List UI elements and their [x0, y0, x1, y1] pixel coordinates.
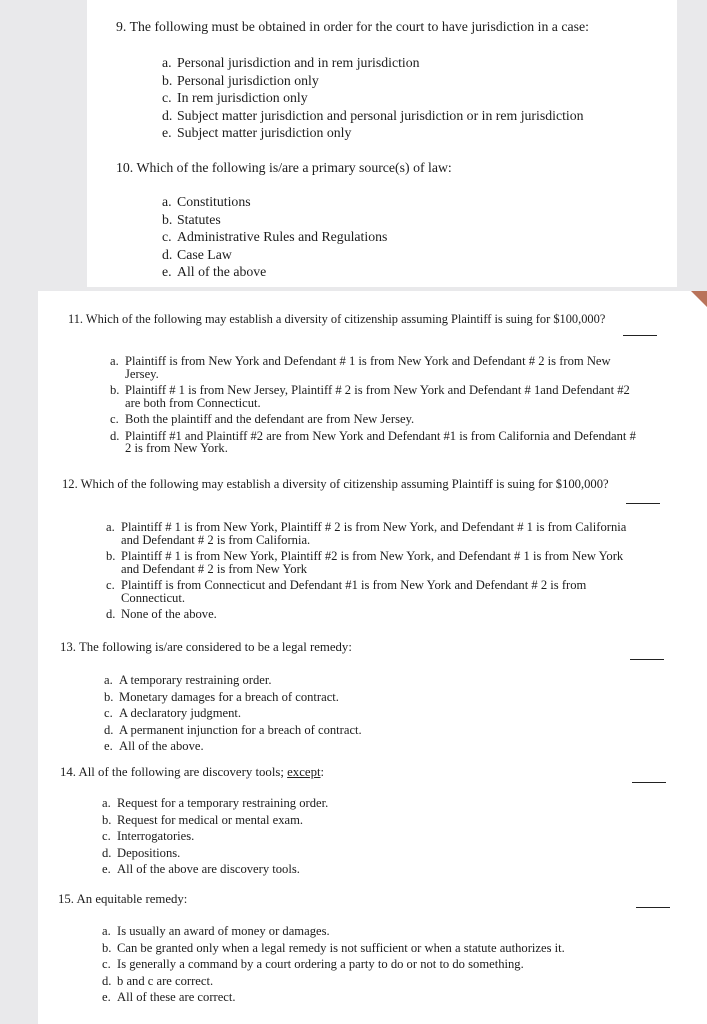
option-letter: b.	[110, 383, 120, 397]
option-letter: a.	[106, 520, 115, 534]
question-text: Which of the following may establish a diversity of citizenship assuming Plaintiff is suing for $100,000?	[85, 312, 606, 326]
exam-sheet-bottom	[38, 291, 707, 1024]
option-13a	[104, 674, 362, 687]
question-number: 9.	[116, 19, 127, 34]
option-letter: c.	[106, 578, 115, 592]
option-text: None of the above.	[121, 607, 217, 621]
answer-blank-13[interactable]	[630, 659, 664, 660]
option-letter: b.	[106, 549, 116, 563]
option-15c	[102, 958, 565, 971]
option-text: Case Law	[177, 246, 232, 262]
option-letter: b.	[102, 812, 112, 827]
option-10b	[162, 211, 387, 229]
question-14	[60, 765, 324, 780]
option-letter: b.	[162, 211, 173, 227]
option-12b	[106, 550, 626, 575]
option-text: Request for medical or mental exam.	[117, 812, 304, 827]
option-text: All of the above are discovery tools.	[117, 862, 300, 876]
option-11a	[110, 355, 636, 380]
option-14d	[102, 847, 328, 860]
question-15	[58, 892, 187, 907]
option-text: Plaintiff # 1 is from New York, Plaintiff # 2 is from New York, and Defendant # 1 is from California and Defendant # 2 is from California.	[121, 520, 627, 547]
option-text: Constitutions	[177, 194, 251, 209]
option-10d	[162, 246, 387, 264]
option-text: Plaintiff is from Connecticut and Defendant #1 is from New York and Defendant # 2 is from Connecticut.	[121, 578, 587, 605]
answer-blank-11[interactable]	[623, 335, 657, 336]
question-text: Which of the following may establish a diversity of citizenship assuming Plaintiff is suing for $100,000?	[80, 477, 609, 491]
question-text: Which of the following is/are a primary source(s) of law:	[136, 160, 452, 175]
question-11	[68, 312, 605, 327]
option-13b	[104, 691, 362, 704]
option-letter: c.	[110, 412, 119, 426]
option-text: Administrative Rules and Regulations	[177, 229, 388, 244]
option-text: Monetary damages for a breach of contract.	[119, 689, 339, 704]
option-letter: d.	[110, 428, 120, 443]
option-letter: a.	[104, 673, 113, 687]
question-15-options	[102, 925, 565, 1008]
answer-blank-12[interactable]	[626, 503, 660, 504]
option-15e	[102, 991, 565, 1004]
option-letter: a.	[102, 924, 111, 938]
option-12c	[106, 579, 626, 604]
option-letter: e.	[162, 125, 172, 140]
option-text: Statutes	[177, 211, 221, 227]
answer-blank-15[interactable]	[636, 907, 670, 908]
option-letter: d.	[162, 107, 173, 123]
option-letter: b.	[162, 72, 173, 88]
option-9c	[162, 89, 584, 107]
option-11c	[110, 413, 636, 426]
option-text: Subject matter jurisdiction and personal jurisdiction or in rem jurisdiction	[177, 107, 584, 123]
option-letter: a.	[110, 354, 119, 368]
question-10-options	[162, 193, 387, 281]
question-10	[116, 160, 452, 176]
option-9d	[162, 107, 584, 125]
option-text: Plaintiff # 1 is from New York, Plaintiff #2 is from New York, and Defendant # 1 is from New York and Defendant # 2 is from New York	[121, 549, 624, 576]
option-10e	[162, 263, 387, 281]
option-text: Personal jurisdiction and in rem jurisdiction	[177, 55, 420, 70]
option-14a	[102, 797, 328, 810]
question-number: 10.	[116, 160, 134, 175]
option-letter: d.	[102, 973, 112, 988]
option-letter: d.	[162, 246, 173, 262]
option-15b	[102, 942, 565, 955]
question-9	[116, 19, 589, 35]
option-text: Request for a temporary restraining order.	[117, 796, 329, 810]
option-letter: c.	[102, 829, 111, 843]
option-letter: c.	[104, 706, 113, 720]
question-13	[60, 640, 352, 655]
option-text: Personal jurisdiction only	[177, 72, 319, 88]
option-text: Depositions.	[117, 845, 181, 860]
option-letter: b.	[104, 689, 114, 704]
question-number: 13.	[60, 640, 76, 654]
option-text: Subject matter jurisdiction only	[177, 125, 352, 140]
option-15a	[102, 925, 565, 938]
option-text: b and c are correct.	[117, 973, 214, 988]
option-14b	[102, 814, 328, 827]
option-letter: d.	[102, 845, 112, 860]
option-letter: c.	[162, 229, 172, 244]
option-13d	[104, 724, 362, 737]
option-12d	[106, 608, 626, 621]
question-text-suffix: :	[320, 765, 325, 779]
option-letter: a.	[162, 55, 172, 70]
question-number: 15.	[58, 892, 74, 906]
question-number: 11.	[68, 312, 84, 326]
option-text: Is generally a command by a court ordering a party to do or not to do something.	[117, 957, 524, 971]
question-text: All of the following are discovery tools;	[78, 765, 284, 779]
option-text: A declaratory judgment.	[119, 706, 242, 720]
option-letter: b.	[102, 940, 112, 955]
option-letter: d.	[106, 607, 116, 621]
option-letter: a.	[162, 194, 172, 209]
option-text: A permanent injunction for a breach of contract.	[119, 722, 362, 737]
option-text: All of the above	[177, 264, 267, 279]
question-text: The following is/are considered to be a legal remedy:	[78, 640, 352, 654]
page-corner-fold	[691, 291, 707, 307]
question-11-options	[110, 355, 636, 459]
option-letter: d.	[104, 722, 114, 737]
option-letter: e.	[162, 264, 172, 279]
option-9a	[162, 54, 584, 72]
question-text-underlined: except	[287, 765, 321, 779]
option-10a	[162, 193, 387, 211]
option-letter: e.	[102, 990, 111, 1004]
option-10c	[162, 228, 387, 246]
option-letter: a.	[102, 796, 111, 810]
question-9-options	[162, 54, 584, 142]
option-11b	[110, 384, 636, 409]
option-text: Plaintiff is from New York and Defendant # 1 is from New York and Defendant # 2 is from New Jersey.	[125, 354, 611, 381]
question-text: An equitable remedy:	[76, 892, 188, 906]
option-9e	[162, 124, 584, 142]
option-13e	[104, 740, 362, 753]
option-13c	[104, 707, 362, 720]
question-12-options	[106, 521, 626, 625]
option-letter: c.	[102, 957, 111, 971]
option-text: In rem jurisdiction only	[177, 90, 308, 105]
option-12a	[106, 521, 626, 546]
option-15d	[102, 975, 565, 988]
option-text: Is usually an award of money or damages.	[117, 924, 330, 938]
option-text: Plaintiff #1 and Plaintiff #2 are from New York and Defendant #1 is from California and Defendant # 2 is from New York.	[125, 428, 636, 455]
question-text: The following must be obtained in order for the court to have jurisdiction in a case:	[129, 19, 589, 34]
option-text: Both the plaintiff and the defendant are from New Jersey.	[125, 412, 415, 426]
question-number: 12.	[62, 477, 78, 491]
option-14e	[102, 863, 328, 876]
option-text: All of these are correct.	[117, 990, 236, 1004]
answer-blank-14[interactable]	[632, 782, 666, 783]
exam-sheet-top	[87, 0, 677, 287]
question-13-options	[104, 674, 362, 757]
option-letter: e.	[102, 862, 111, 876]
question-14-options	[102, 797, 328, 880]
option-text: Can be granted only when a legal remedy is not sufficient or when a statute authorizes it.	[117, 940, 565, 955]
question-12	[62, 477, 609, 492]
option-text: A temporary restraining order.	[119, 673, 272, 687]
question-number: 14.	[60, 765, 76, 779]
option-14c	[102, 830, 328, 843]
option-letter: c.	[162, 90, 172, 105]
option-11d	[110, 430, 636, 455]
option-letter: e.	[104, 739, 113, 753]
option-text: Interrogatories.	[117, 829, 195, 843]
option-text: Plaintiff # 1 is from New Jersey, Plaintiff # 2 is from New York and Defendant # 1and Defendant #2 are both from Connecticut.	[125, 383, 630, 410]
option-9b	[162, 72, 584, 90]
option-text: All of the above.	[119, 739, 204, 753]
